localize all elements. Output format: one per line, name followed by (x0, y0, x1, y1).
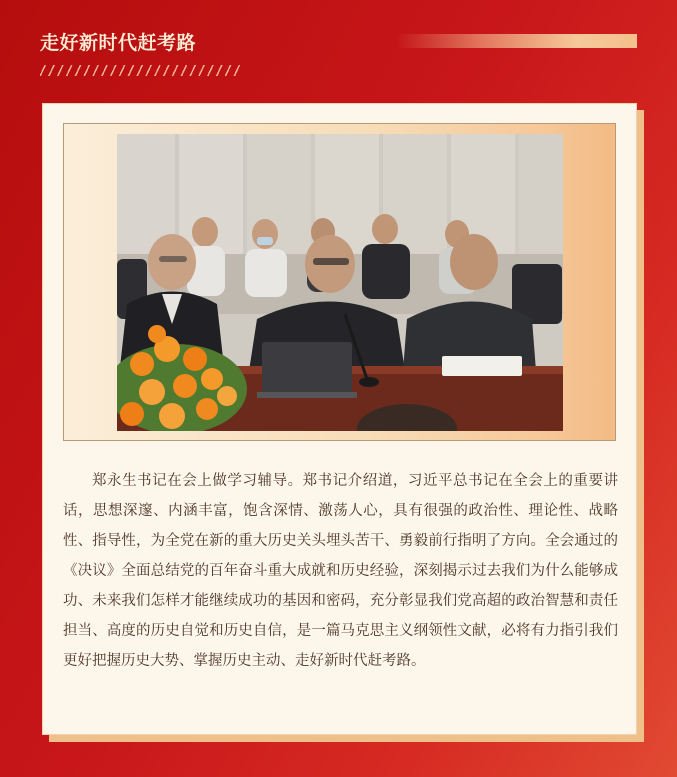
content-card (42, 103, 637, 735)
section-title: 走好新时代赶考路 (40, 32, 197, 54)
article-paragraph: 郑永生书记在会上做学习辅导。郑书记介绍道，习近平总书记在全会上的重要讲话，思想深邃、内涵丰富，饱含深情、激荡人心，具有很强的政治性、理论性、战略性、指导性，为全党在新的重大历史关头埋头苦干、勇毅前行指明了方向。全会通过的《决议》全面总结党的百年奋斗重大成就和历史经验，深刻揭示过去我们为什么能够成功、未来我们怎样才能继续成功的基因和密码，充分彰显我们党高超的政治智慧和责任担当、高度的历史自觉和历史自信，是一篇马克思主义纲领性文献，必将有力指引我们更好把握历史大势、掌握历史主动、走好新时代赶考路。 (63, 473, 618, 669)
meeting-photo-illustration (117, 134, 563, 431)
hatch-decoration (40, 65, 242, 76)
meeting-photo (117, 134, 563, 431)
photo-frame (63, 123, 616, 441)
title-decoration-bar (396, 34, 637, 48)
